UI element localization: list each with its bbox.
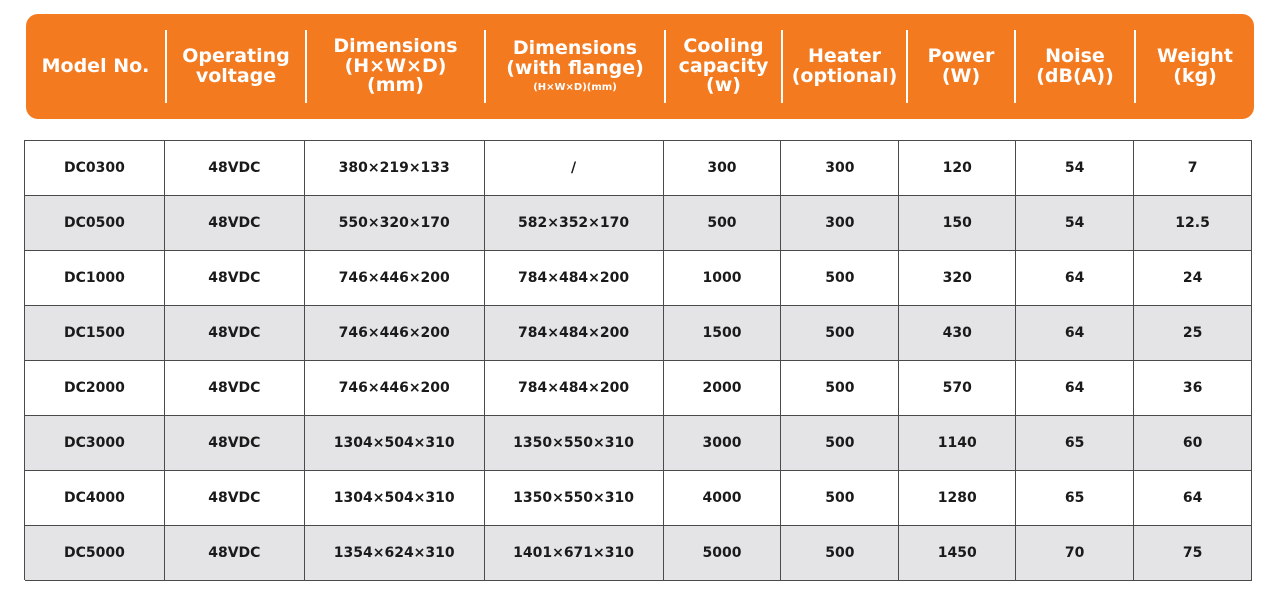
cell-noise: 65 <box>1016 471 1134 526</box>
table-row <box>25 526 1252 581</box>
cell-noise: 64 <box>1016 306 1134 361</box>
cell-power: 1450 <box>899 526 1016 581</box>
cell-power: 1140 <box>899 416 1016 471</box>
cell-dimensions-with-flange: 784×484×200 <box>485 361 664 416</box>
cell-model-no: DC0300 <box>25 141 165 196</box>
table-row <box>25 306 1252 361</box>
cell-dimensions: 380×219×133 <box>305 141 485 196</box>
header-weight: Weight (kg) <box>1157 44 1233 87</box>
cell-dimensions-with-flange: 784×484×200 <box>485 306 664 361</box>
cell-model-no: DC4000 <box>25 471 165 526</box>
header-operating-voltage: Operating voltage <box>182 44 290 87</box>
cell-heater: 500 <box>781 306 899 361</box>
spec-table <box>24 140 1252 580</box>
cell-power: 430 <box>899 306 1016 361</box>
cell-model-no: DC2000 <box>25 361 165 416</box>
cell-cooling-capacity: 300 <box>664 141 782 196</box>
header-model-no: Model No. <box>41 54 150 77</box>
cell-cooling-capacity: 5000 <box>664 526 782 581</box>
cell-dimensions-with-flange: / <box>485 141 664 196</box>
cell-weight: 75 <box>1134 526 1252 581</box>
cell-heater: 500 <box>781 251 899 306</box>
cell-cooling-capacity: 1000 <box>664 251 782 306</box>
cell-power: 120 <box>899 141 1016 196</box>
cell-weight: 64 <box>1134 471 1252 526</box>
cell-cooling-capacity: 2000 <box>664 361 782 416</box>
table-row <box>25 196 1252 251</box>
cell-dimensions-with-flange: 784×484×200 <box>485 251 664 306</box>
cell-dimensions-with-flange: 582×352×170 <box>485 196 664 251</box>
cell-weight: 24 <box>1134 251 1252 306</box>
cell-heater: 300 <box>781 141 899 196</box>
cell-operating-voltage: 48VDC <box>165 471 305 526</box>
cell-power: 570 <box>899 361 1016 416</box>
cell-dimensions: 746×446×200 <box>305 306 485 361</box>
cell-power: 320 <box>899 251 1016 306</box>
cell-dimensions: 1354×624×310 <box>305 526 485 581</box>
cell-noise: 54 <box>1016 196 1134 251</box>
table-header <box>26 14 1254 119</box>
cell-dimensions-with-flange: 1350×550×310 <box>485 416 664 471</box>
cell-heater: 500 <box>781 471 899 526</box>
table-row <box>25 416 1252 471</box>
cell-power: 1280 <box>899 471 1016 526</box>
cell-heater: 500 <box>781 416 899 471</box>
cell-weight: 12.5 <box>1134 196 1252 251</box>
cell-cooling-capacity: 1500 <box>664 306 782 361</box>
cell-weight: 25 <box>1134 306 1252 361</box>
table-row <box>25 141 1252 196</box>
cell-operating-voltage: 48VDC <box>165 416 305 471</box>
cell-dimensions: 746×446×200 <box>305 251 485 306</box>
cell-model-no: DC1000 <box>25 251 165 306</box>
header-power: Power (W) <box>927 44 995 87</box>
cell-noise: 70 <box>1016 526 1134 581</box>
cell-cooling-capacity: 500 <box>664 196 782 251</box>
table-row <box>25 251 1252 306</box>
table-row <box>25 361 1252 416</box>
header-dimensions: Dimensions (H×W×D) (mm) <box>333 34 458 97</box>
cell-weight: 7 <box>1134 141 1252 196</box>
cell-model-no: DC5000 <box>25 526 165 581</box>
cell-cooling-capacity: 4000 <box>664 471 782 526</box>
cell-dimensions: 550×320×170 <box>305 196 485 251</box>
cell-heater: 500 <box>781 361 899 416</box>
cell-weight: 36 <box>1134 361 1252 416</box>
cell-noise: 64 <box>1016 251 1134 306</box>
cell-model-no: DC0500 <box>25 196 165 251</box>
cell-noise: 65 <box>1016 416 1134 471</box>
cell-dimensions: 1304×504×310 <box>305 471 485 526</box>
cell-dimensions-with-flange: 1401×671×310 <box>485 526 664 581</box>
cell-dimensions: 746×446×200 <box>305 361 485 416</box>
cell-operating-voltage: 48VDC <box>165 196 305 251</box>
cell-operating-voltage: 48VDC <box>165 361 305 416</box>
header-heater: Heater (optional) <box>791 44 898 87</box>
cell-power: 150 <box>899 196 1016 251</box>
cell-operating-voltage: 48VDC <box>165 526 305 581</box>
cell-noise: 54 <box>1016 141 1134 196</box>
cell-noise: 64 <box>1016 361 1134 416</box>
cell-model-no: DC1500 <box>25 306 165 361</box>
header-cooling-capacity: Cooling capacity (w) <box>678 34 769 97</box>
cell-heater: 300 <box>781 196 899 251</box>
cell-cooling-capacity: 3000 <box>664 416 782 471</box>
cell-operating-voltage: 48VDC <box>165 306 305 361</box>
table-row <box>25 471 1252 526</box>
cell-operating-voltage: 48VDC <box>165 141 305 196</box>
cell-weight: 60 <box>1134 416 1252 471</box>
cell-dimensions-with-flange: 1350×550×310 <box>485 471 664 526</box>
cell-dimensions: 1304×504×310 <box>305 416 485 471</box>
cell-heater: 500 <box>781 526 899 581</box>
cell-model-no: DC3000 <box>25 416 165 471</box>
header-dimensions-with-flange: Dimensions (with flange) (H×W×D)(mm) <box>506 37 644 94</box>
cell-operating-voltage: 48VDC <box>165 251 305 306</box>
header-noise: Noise (dB(A)) <box>1036 44 1114 87</box>
